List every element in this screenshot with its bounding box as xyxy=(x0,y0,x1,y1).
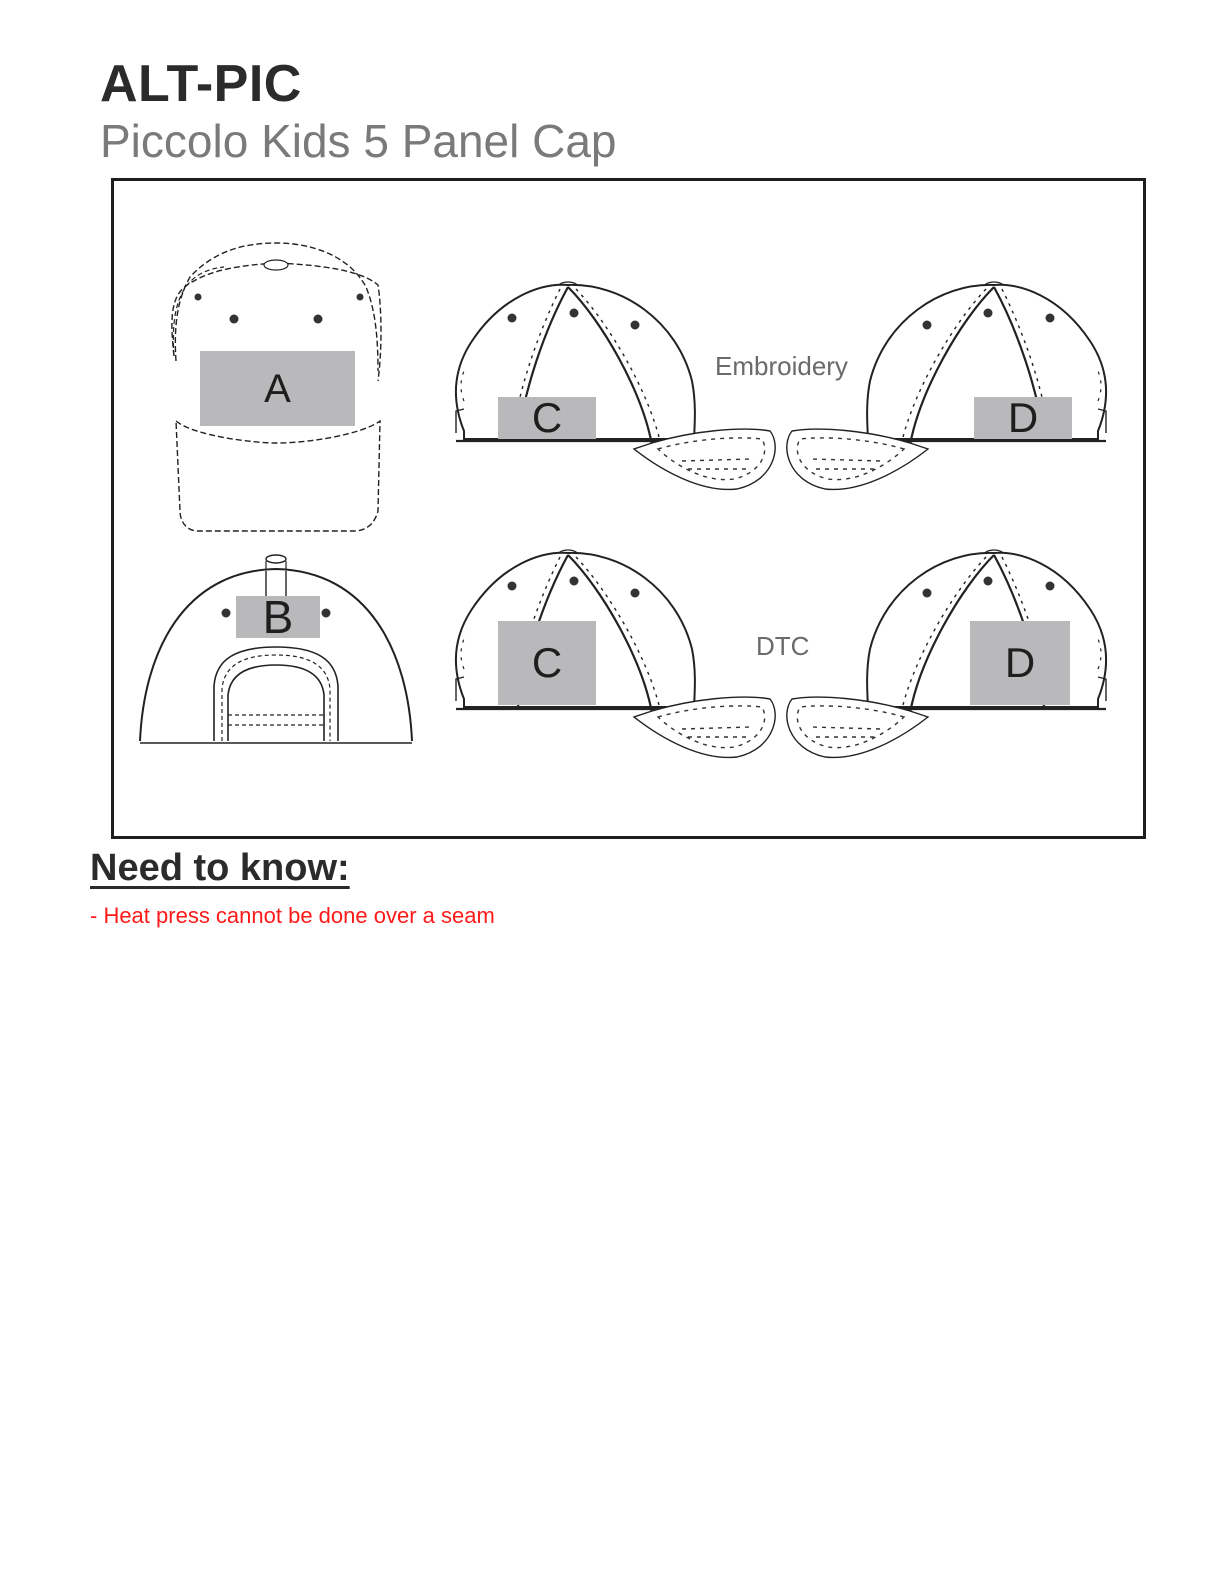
decoration-diagram xyxy=(111,178,1146,839)
placement-label-a: A xyxy=(264,366,291,411)
cap-side-left-embroidery xyxy=(456,282,775,489)
cap-back-view xyxy=(140,555,412,743)
placement-label-c: C xyxy=(531,639,563,686)
need-to-know-heading: Need to know: xyxy=(90,847,350,889)
cap-side-right-embroidery xyxy=(787,282,1106,489)
product-title: Piccolo Kids 5 Panel Cap xyxy=(100,115,617,167)
placement-area-front xyxy=(200,351,355,426)
cap-drawings xyxy=(114,181,1143,836)
placement-label-d: D xyxy=(1007,394,1039,441)
notes-list xyxy=(90,903,495,929)
placement-area-left-embroidery xyxy=(498,394,596,441)
placement-label-b: B xyxy=(262,591,294,643)
method-label-dtc: DTC xyxy=(756,631,810,661)
placement-label-d: D xyxy=(1004,639,1036,686)
placement-area-right-embroidery xyxy=(974,394,1072,441)
note-item: - Heat press cannot be done over a seam xyxy=(90,903,495,928)
brand-title: ALT-PIC xyxy=(100,55,302,113)
method-label-embroidery: Embroidery xyxy=(715,351,848,381)
placement-area-right-dtc xyxy=(970,621,1070,705)
placement-area-left-dtc xyxy=(498,621,596,705)
placement-label-c: C xyxy=(531,394,563,441)
placement-area-back xyxy=(236,591,320,643)
